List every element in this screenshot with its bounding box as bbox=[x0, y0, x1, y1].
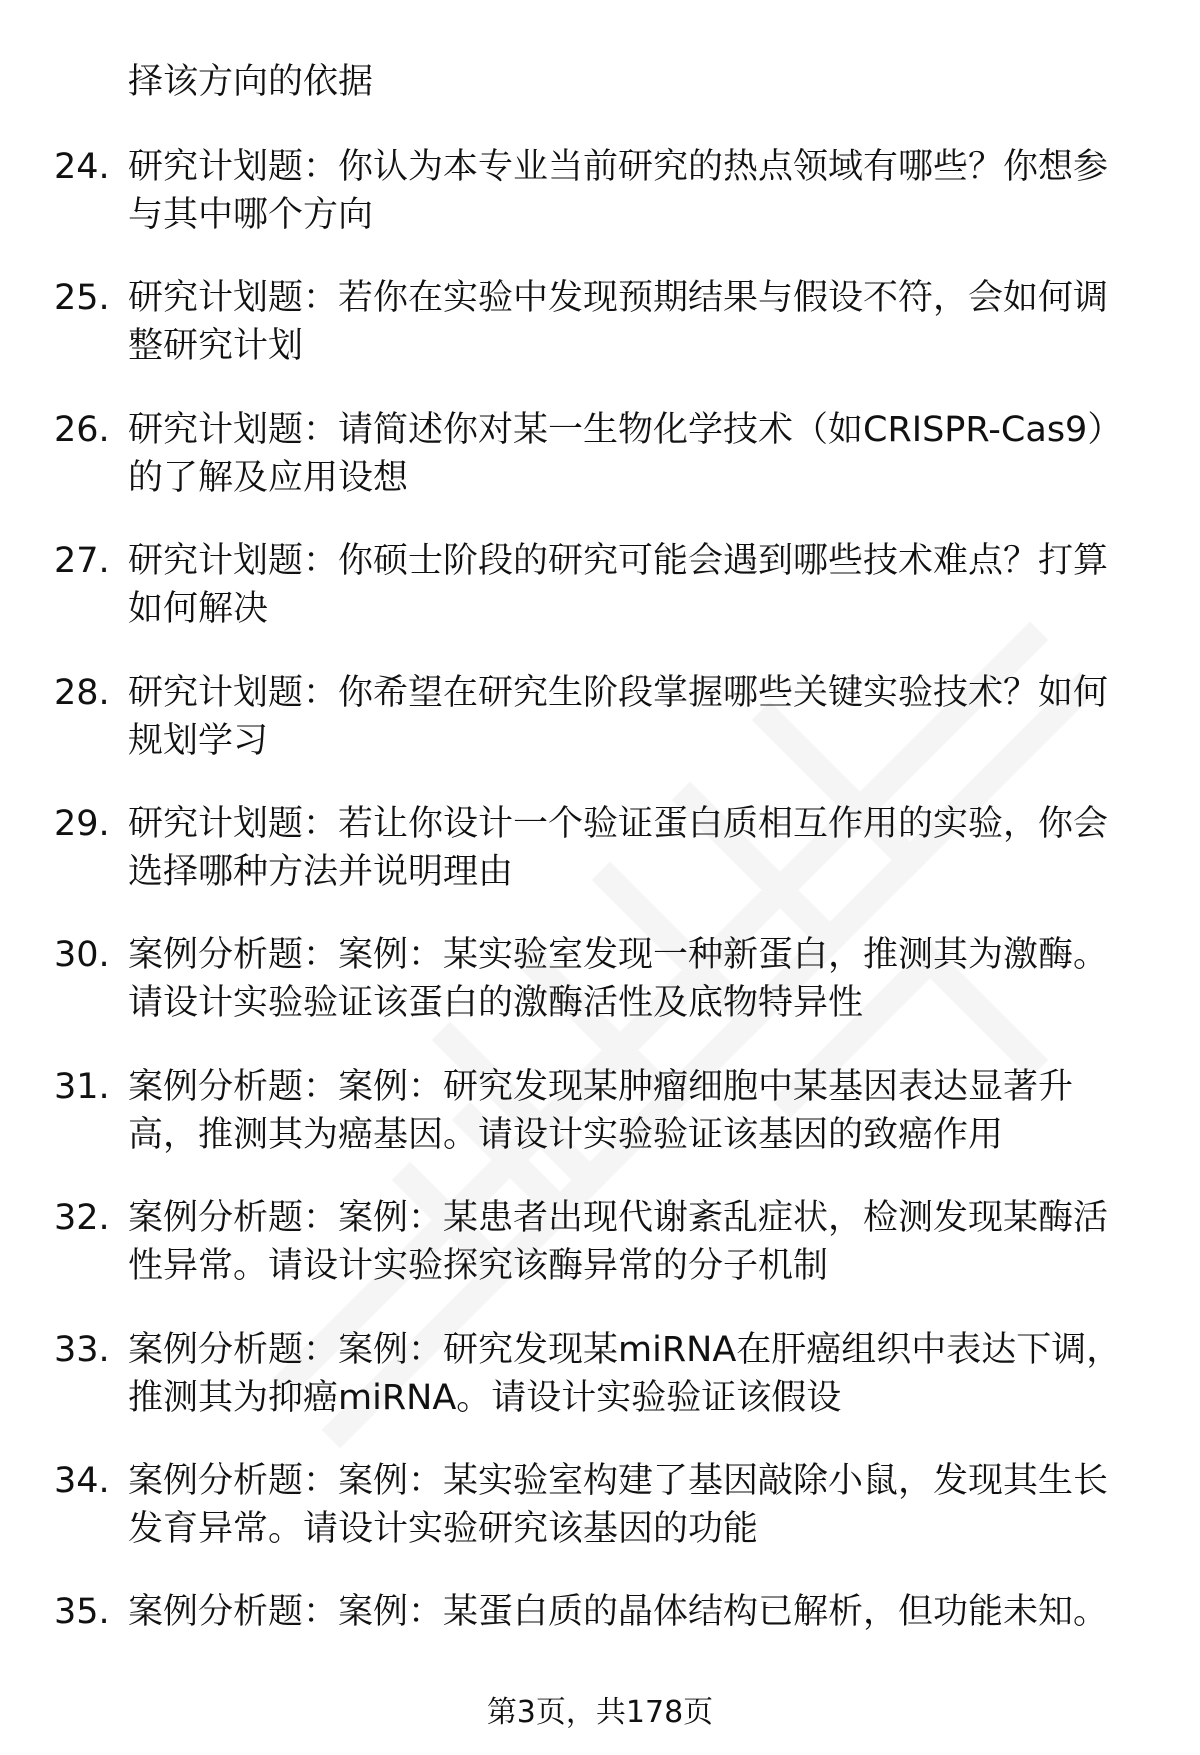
question-number: 34. bbox=[54, 1460, 110, 1501]
question-text bbox=[128, 1588, 1158, 1636]
question-line: 选择哪种方法并说明理由 bbox=[128, 851, 514, 892]
question-number: 32. bbox=[54, 1198, 110, 1239]
question-line: 性异常。请设计实验探究该酶异常的分子机制 bbox=[128, 1246, 829, 1287]
question-line: 案例分析题：案例：某实验室发现一种新蛋白，推测其为激酶。 bbox=[128, 935, 1109, 976]
question-text bbox=[128, 143, 1158, 239]
question-text bbox=[128, 1063, 1158, 1159]
question-line: 研究计划题：若让你设计一个验证蛋白质相互作用的实验，你会 bbox=[128, 803, 1109, 844]
question-number: 26. bbox=[54, 409, 110, 450]
question-line: 案例分析题：案例：研究发现某miRNA在肝癌组织中表达下调， bbox=[128, 1329, 1122, 1370]
question-line: 研究计划题：你希望在研究生阶段掌握哪些关键实验技术？如何 bbox=[128, 672, 1109, 713]
question-text bbox=[128, 800, 1158, 896]
list-item bbox=[0, 931, 1200, 1062]
question-line: 高，推测其为癌基因。请设计实验验证该基因的致癌作用 bbox=[128, 1114, 1004, 1155]
question-line: 研究计划题：你硕士阶段的研究可能会遇到哪些技术难点？打算 bbox=[128, 541, 1109, 582]
question-line: 与其中哪个方向 bbox=[128, 195, 374, 235]
question-text bbox=[128, 537, 1158, 633]
list-item bbox=[0, 143, 1200, 274]
page-footer: 第3页，共178页 bbox=[486, 1695, 714, 1730]
list-item bbox=[0, 406, 1200, 537]
question-line: 规划学习 bbox=[128, 720, 269, 761]
question-line: 推测其为抑癌miRNA。请设计实验验证该假设 bbox=[128, 1377, 842, 1418]
question-number: 28. bbox=[54, 672, 110, 713]
list-item bbox=[0, 1326, 1200, 1457]
question-text bbox=[128, 1457, 1158, 1553]
question-line: 案例分析题：案例：某蛋白质的晶体结构已解析，但功能未知。 bbox=[128, 1592, 1109, 1633]
question-text bbox=[128, 669, 1158, 765]
question-list bbox=[0, 143, 1200, 1720]
question-number: 35. bbox=[54, 1592, 110, 1633]
question-line: 如何解决 bbox=[128, 589, 269, 630]
question-text bbox=[128, 406, 1158, 502]
question-line: 案例分析题：案例：某实验室构建了基因敲除小鼠，发现其生长 bbox=[128, 1460, 1109, 1501]
question-number: 24. bbox=[54, 147, 110, 187]
question-line: 案例分析题：案例：某患者出现代谢紊乱症状，检测发现某酶活 bbox=[128, 1198, 1109, 1239]
question-line: 请设计实验验证该蛋白的激酶活性及底物特异性 bbox=[128, 983, 864, 1024]
list-item bbox=[0, 1457, 1200, 1588]
question-number: 27. bbox=[54, 541, 110, 582]
continuation-text: 择该方向的依据 bbox=[128, 62, 374, 102]
question-text bbox=[128, 1326, 1158, 1422]
question-line: 案例分析题：案例：研究发现某肿瘤细胞中某基因表达显著升 bbox=[128, 1066, 1074, 1107]
question-text bbox=[128, 1194, 1158, 1290]
question-line: 研究计划题：你认为本专业当前研究的热点领域有哪些？你想参 bbox=[128, 147, 1109, 187]
question-number: 29. bbox=[54, 803, 110, 844]
question-number: 25. bbox=[54, 278, 110, 319]
question-line: 整研究计划 bbox=[128, 326, 304, 367]
question-number: 30. bbox=[54, 935, 110, 976]
list-item bbox=[0, 1194, 1200, 1325]
list-item bbox=[0, 800, 1200, 931]
question-line: 的了解及应用设想 bbox=[128, 457, 409, 498]
question-line: 研究计划题：若你在实验中发现预期结果与假设不符，会如何调 bbox=[128, 278, 1109, 319]
list-item bbox=[0, 274, 1200, 405]
question-line: 研究计划题：请简述你对某一生物化学技术（如CRISPR-Cas9） bbox=[128, 409, 1123, 450]
question-text bbox=[128, 931, 1158, 1027]
question-text bbox=[128, 274, 1158, 370]
list-item bbox=[0, 1063, 1200, 1194]
list-item bbox=[0, 537, 1200, 668]
question-number: 33. bbox=[54, 1329, 110, 1370]
list-item bbox=[0, 669, 1200, 800]
question-number: 31. bbox=[54, 1066, 110, 1107]
question-line: 发育异常。请设计实验研究该基因的功能 bbox=[128, 1508, 759, 1549]
